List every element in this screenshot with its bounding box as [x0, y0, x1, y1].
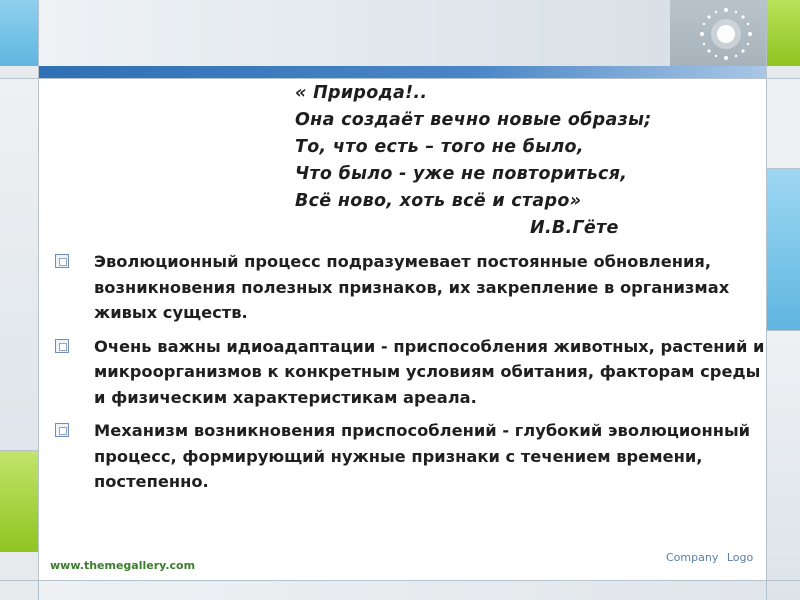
checkbox-bullet-icon [55, 423, 69, 437]
bullet-text: Очень важны идиоадаптации - приспособления животных, растений и микроорганизмов к конкретным условиям обитания, факторам среды и физическим характеристикам ареала. [94, 336, 765, 407]
divider [38, 0, 39, 600]
list-item [50, 334, 765, 411]
divider [0, 78, 800, 79]
band-left-stub [0, 66, 38, 78]
quote-line: То, что есть – того не было, [295, 137, 584, 157]
checkbox-bullet-icon [55, 254, 69, 268]
epigraph-quote [295, 80, 775, 242]
left-tile-bottom [0, 552, 38, 600]
header-left-cyan-tile [0, 0, 38, 66]
left-tile-light [0, 78, 38, 450]
band-right-stub [766, 66, 800, 78]
divider [0, 580, 800, 581]
list-item [50, 249, 765, 326]
quote-author: И.В.Гёте [530, 218, 619, 238]
bullet-text: Механизм возникновения приспособлений - глубокий эволюционный процесс, формирующий нужные признаки с течением времени, постепенно. [94, 421, 751, 491]
bullet-text: Эволюционный процесс подразумевает постоянные обновления, возникновения полезных признаков, их закрепление в организмах живых существ. [94, 252, 730, 322]
divider [0, 450, 38, 451]
quote-line: « Природа!.. [295, 83, 428, 103]
list-item [50, 418, 765, 495]
bullet-list [50, 249, 765, 503]
right-tile-light [766, 330, 800, 600]
company-logo: Company Logo [666, 551, 754, 564]
quote-line: Она создаёт вечно новые образы; [295, 110, 652, 130]
header-blue-band [38, 66, 766, 78]
header-light-panel [38, 0, 670, 66]
divider [766, 330, 800, 331]
header-right-green-tile [766, 0, 800, 66]
quote-line: Всё ново, хоть всё и старо» [295, 191, 582, 211]
checkbox-bullet-icon [55, 339, 69, 353]
bottom-strip [38, 580, 766, 600]
quote-line: Что было - уже не повториться, [295, 164, 628, 184]
footer-url[interactable]: www.themegallery.com [50, 559, 196, 572]
sparkle-icon [698, 6, 754, 62]
left-tile-green [0, 450, 38, 552]
